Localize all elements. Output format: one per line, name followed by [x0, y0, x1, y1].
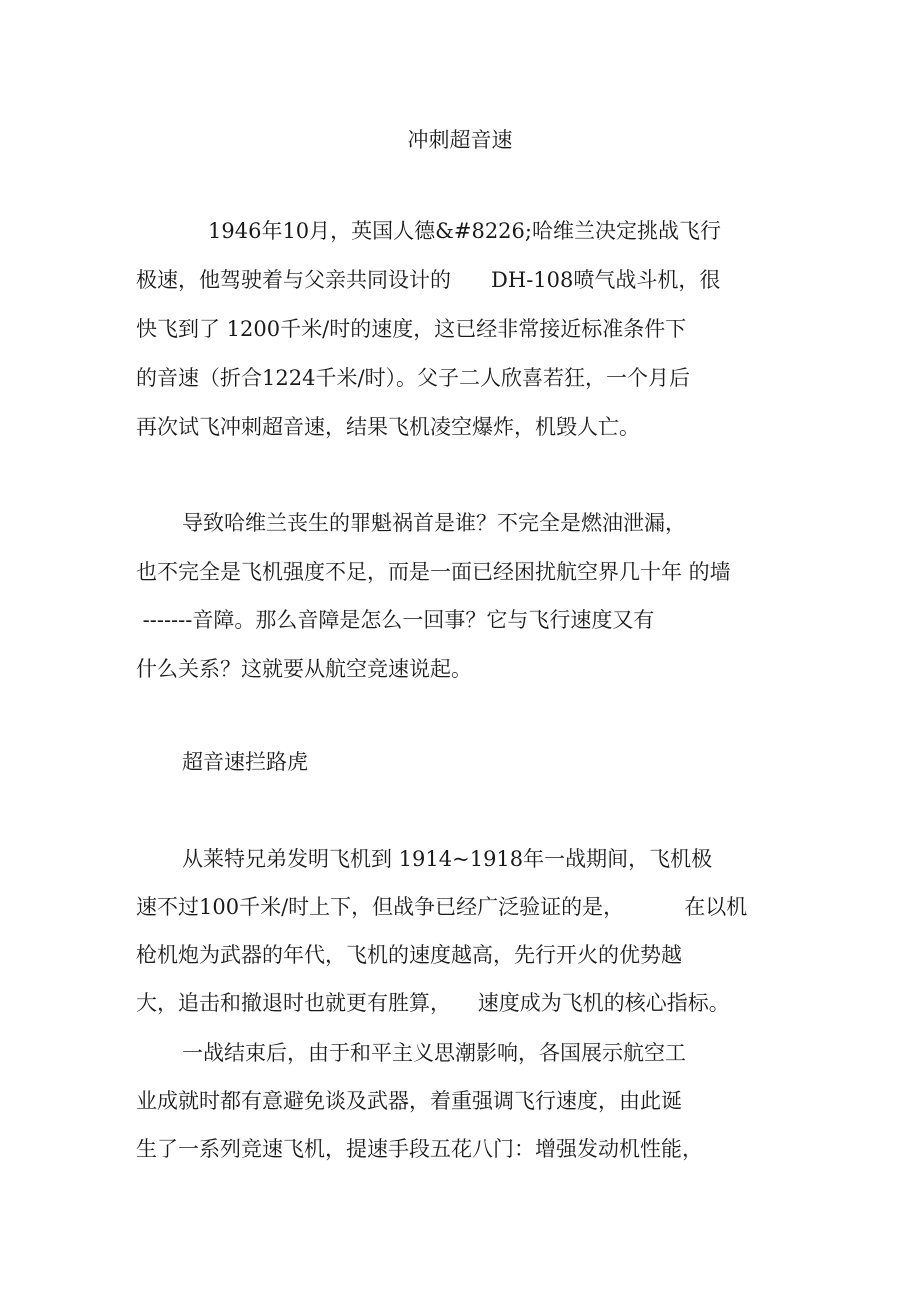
paragraph-line: 什么关系？这就要从航空竞速说起。 — [136, 657, 472, 681]
paragraph-line: 从莱特兄弟发明飞机到 1914~1918年一战期间，飞机极 — [182, 847, 713, 871]
paragraph-line: 生了一系列竞速飞机，提速手段五花八门：增强发动机性能， — [136, 1137, 703, 1161]
paragraph-line: 速不过100千米/时上下，但战争已经广泛验证的是， 在以机 — [136, 895, 748, 919]
paragraph-line: 业成就时都有意避免谈及武器，着重强调飞行速度，由此诞 — [136, 1089, 682, 1113]
paragraph-line: 快飞到了 1200千米/时的速度，这已经非常接近标准条件下 — [136, 317, 687, 341]
paragraph-line: 一战结束后，由于和平主义思潮影响，各国展示航空工 — [182, 1041, 686, 1065]
paragraph-line: 的音速（折合1224千米/时）。父子二人欣喜若狂，一个月后 — [136, 366, 691, 390]
paragraph-line: 大，追击和撤退时也就更有胜算， 速度成为飞机的核心指标。 — [136, 991, 730, 1015]
paragraph-line: -------音障。那么音障是怎么一回事？它与飞行速度又有 — [136, 608, 655, 632]
paragraph-line: 极速，他驾驶着与父亲共同设计的 DH-108喷气战斗机，很 — [136, 268, 721, 292]
paragraph-line: 也不完全是飞机强度不足，而是一面已经困扰航空界几十年 的墙 — [136, 560, 731, 584]
paragraph-line: 导致哈维兰丧生的罪魁祸首是谁？不完全是燃油泄漏， — [182, 511, 686, 535]
paragraph-line: 枪机炮为武器的年代，飞机的速度越高，先行开火的优势越 — [136, 943, 682, 967]
paragraph-line: 1946年10月，英国人德&#8226;哈维兰决定挑战飞行 — [208, 219, 721, 243]
paragraph-line: 再次试飞冲刺超音速，结果飞机凌空爆炸，机毁人亡。 — [136, 415, 640, 439]
section-heading: 超音速拦路虎 — [182, 750, 308, 774]
document-title: 冲刺超音速 — [407, 128, 513, 152]
